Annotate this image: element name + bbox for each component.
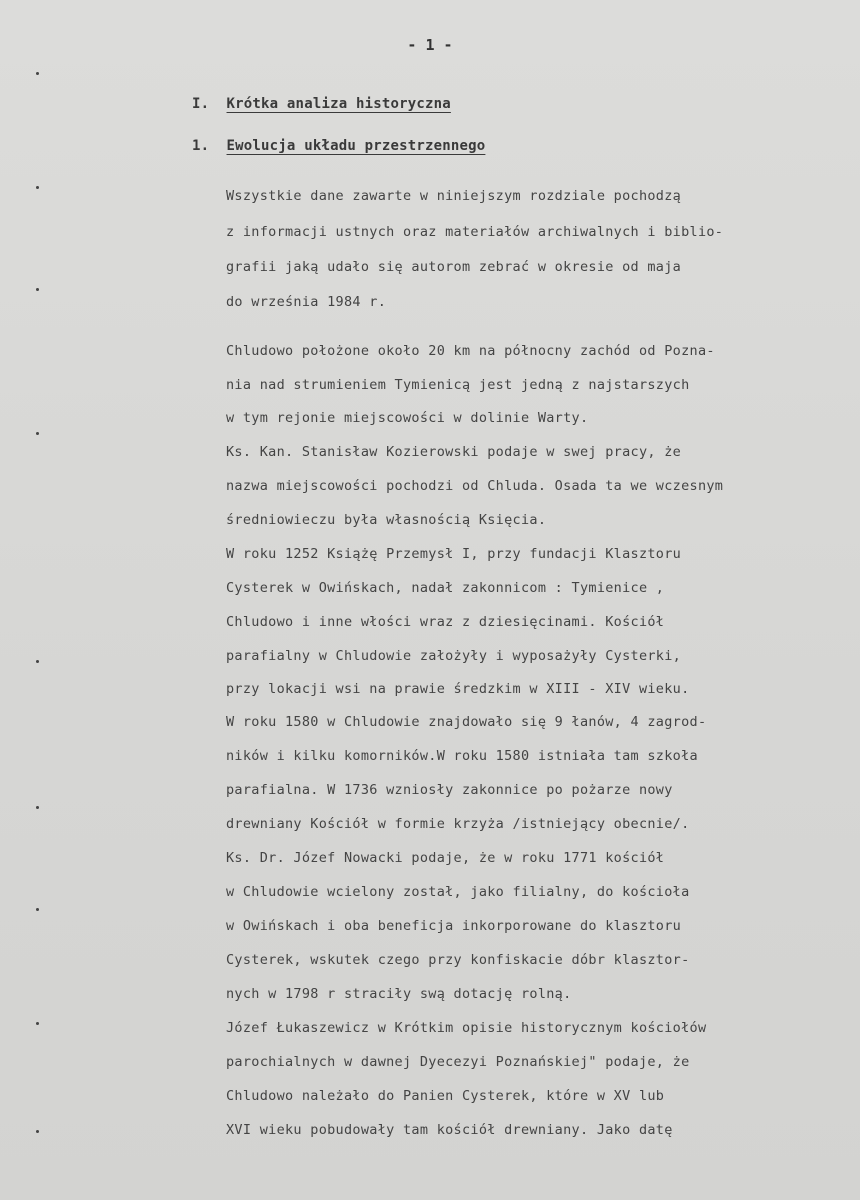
punch-hole-mark xyxy=(36,432,39,435)
subsection-number: 1. xyxy=(192,138,210,154)
text-line: Ks. Kan. Stanisław Kozierowski podaje w swej pracy, że xyxy=(226,444,682,460)
text-line: Chludowo należało do Panien Cysterek, które w XV lub xyxy=(226,1088,665,1104)
text-line: Chludowo położone około 20 km na północny zachód od Pozna- xyxy=(226,343,715,359)
text-line: parafialna. W 1736 wzniosły zakonnice po pożarze nowy xyxy=(226,782,673,798)
text-line: ników i kilku komorników.W roku 1580 istniała tam szkoła xyxy=(226,748,698,764)
text-line: nazwa miejscowości pochodzi od Chluda. Osada ta we wczesnym xyxy=(226,478,724,494)
punch-hole-mark xyxy=(36,908,39,911)
text-line: w tym rejonie miejscowości w dolinie Warty. xyxy=(226,410,589,426)
punch-hole-mark xyxy=(36,806,39,809)
text-line: W roku 1580 w Chludowie znajdowało się 9 łanów, 4 zagrod- xyxy=(226,714,707,730)
text-line: grafii jaką udało się autorom zebrać w okresie od maja xyxy=(226,259,682,275)
section-title: Krótka analiza historyczna xyxy=(226,96,451,112)
text-line: nych w 1798 r straciły swą dotację rolną. xyxy=(226,986,572,1002)
text-line: Cysterek, wskutek czego przy konfiskacie dóbr klasztor- xyxy=(226,952,690,968)
text-line: XVI wieku pobudowały tam kościół drewniany. Jako datę xyxy=(226,1122,673,1138)
text-line: parafialny w Chludowie założyły i wyposażyły Cysterki, xyxy=(226,648,682,664)
text-line: przy lokacji wsi na prawie średzkim w XIII - XIV wieku. xyxy=(226,681,690,697)
text-line: Józef Łukaszewicz w Krótkim opisie historycznym kościołów xyxy=(226,1020,707,1036)
text-line: Ks. Dr. Józef Nowacki podaje, że w roku 1771 kościół xyxy=(226,850,665,866)
page-number: - 1 - xyxy=(407,36,453,54)
punch-hole-mark xyxy=(36,1022,39,1025)
subsection-heading xyxy=(192,138,485,154)
text-line: nia nad strumieniem Tymienicą jest jedną z najstarszych xyxy=(226,377,690,393)
punch-hole-mark xyxy=(36,660,39,663)
text-line: średniowieczu była własnością Księcia. xyxy=(226,512,547,528)
text-line: Cysterek w Owińskach, nadał zakonnicom : Tymienice , xyxy=(226,580,665,596)
text-line: W roku 1252 Książę Przemysł I, przy fundacji Klasztoru xyxy=(226,546,682,562)
text-line: w Owińskach i oba beneficja inkorporowane do klasztoru xyxy=(226,918,682,934)
text-line: Chludowo i inne włości wraz z dziesięcinami. Kościół xyxy=(226,614,665,630)
section-heading xyxy=(192,96,451,112)
text-line: do września 1984 r. xyxy=(226,294,387,310)
subsection-title: Ewolucja układu przestrzennego xyxy=(226,138,486,154)
text-line: parochialnych w dawnej Dyecezyi Poznańskiej" podaje, że xyxy=(226,1054,690,1070)
section-number: I. xyxy=(192,96,210,112)
punch-hole-mark xyxy=(36,72,39,75)
text-line: z informacji ustnych oraz materiałów archiwalnych i biblio- xyxy=(226,224,724,240)
text-line: Wszystkie dane zawarte w niniejszym rozdziale pochodzą xyxy=(226,188,682,204)
punch-hole-mark xyxy=(36,288,39,291)
text-line: w Chludowie wcielony został, jako filialny, do kościoła xyxy=(226,884,690,900)
punch-hole-mark xyxy=(36,186,39,189)
text-line: drewniany Kościół w formie krzyża /istniejący obecnie/. xyxy=(226,816,690,832)
punch-hole-mark xyxy=(36,1130,39,1133)
